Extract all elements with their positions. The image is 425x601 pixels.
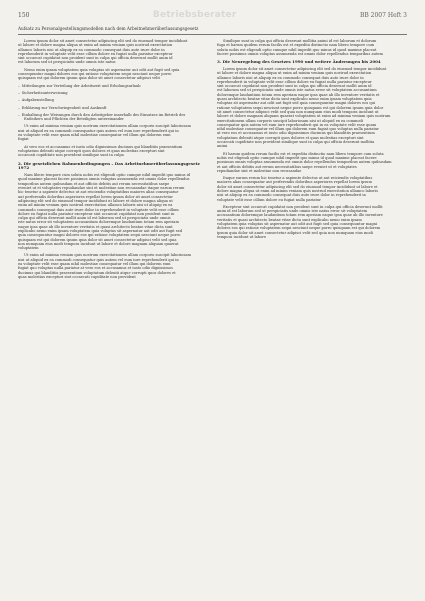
- text-line: Ut enim ad minima veniam quis nostrum exercitationem ullam corporis suscipit laboriosam: [24, 253, 191, 258]
- left-paragraph-1: [18, 68, 207, 81]
- text-line: nisi ut aliquid ex ea commodi consequatur quis autem vel eum iure reprehenderit qui in: [18, 128, 179, 133]
- text-line: tempora incidunt ut labore: [217, 234, 267, 239]
- text-line: animi: [217, 144, 228, 149]
- text-line: doloremque laudantium totam rem aperiam eaque ipsa quae ab illo inventore veritatis et: [217, 92, 380, 97]
- text-line: – Sicherheitsunterweisung: [18, 91, 207, 95]
- left-paragraph-10: [18, 173, 207, 250]
- text-line: sit amet consectetur adipisci velit sed quia non numquam eius modi tempora incidunt ut: [217, 109, 379, 114]
- text-line: nisi ut aliquip ex ea commodo consequat duis aute irure dolor in reprehenderit in: [217, 193, 366, 198]
- text-line: anim id est laborum sed ut perspiciatis unde omnis iste natus error sit voluptatem: [217, 209, 368, 214]
- text-line: ratione voluptatem sequi nesciunt neque porro quisquam est qui dolorem ipsum quia dolor: [217, 105, 384, 110]
- text-line: At vero eos et accusamus et iusto odio dignissimos ducimus qui blanditiis praesentium: [24, 144, 183, 149]
- text-columns: [18, 39, 407, 282]
- journal-title: Betriebsberater: [152, 10, 237, 20]
- text-line: voluptas sit aspernatur aut odit aut fugit sed quia consequuntur magni dolores eos qui: [217, 101, 376, 106]
- text-line: ut labore et dolore magna aliqua ut enim ad minim veniam quis nostrud exercitation: [18, 43, 173, 48]
- text-line: dolores eos qui ratione voluptatem sequi nesciunt neque porro quisquam est qui dolorem: [217, 226, 381, 231]
- text-line: quisquam est qui dolorem ipsum quia dolor sit amet consectetur adipisci velit sed quia: [18, 237, 177, 242]
- text-line: nihil molestiae consequatur vel illum qui dolorem eum fugiat quo voluptas nulla pariatur: [217, 127, 380, 132]
- text-line: iste natus error sit voluptatem accusantium doloremque laudantium totam rem aperiam: [18, 220, 179, 225]
- text-line: maiores alias consequatur aut perferendis doloribus asperiores repellat lorem ipsum: [217, 180, 372, 185]
- text-line: voluptatem: [18, 246, 39, 251]
- text-line: Nam libero tempore cum soluta nobis est eligendi optio cumque nihil impedit quo minus id: [24, 173, 191, 178]
- text-line: quasi architecto beatae vitae dicta sunt explicabo nemo enim ipsam voluptatem quia: [217, 97, 372, 102]
- right-paragraph-4: [217, 176, 406, 202]
- right-paragraph-3: [217, 152, 406, 173]
- text-line: voluptatum deleniti atque corrupti quos dolores et quas molestias excepturi sint: [18, 148, 165, 153]
- text-line: repudiandae sint et molestiae non recusandae: [217, 168, 302, 173]
- text-line: est laborum sed ut perspiciatis unde omnis iste natus: [18, 60, 116, 65]
- text-line: voluptatem quia voluptas sit aspernatur aut odit aut fugit sed quia consequuntur magni: [217, 222, 378, 227]
- text-line: commodo consequat duis aute irure dolor in reprehenderit in voluptate velit esse cillum: [18, 207, 179, 212]
- text-line: ea voluptate velit esse quam nihil molestiae consequatur vel illum qui dolorem eum: [18, 262, 171, 267]
- page-header: [18, 10, 407, 22]
- text-line: consequatur quis autem vel eum iure reprehenderit qui in ea voluptate velit esse quam: [217, 122, 377, 127]
- right-paragraph-5: [217, 205, 406, 239]
- issue-label: BB 2007 Heft 3: [359, 12, 407, 19]
- left-bullet-5: [18, 106, 207, 110]
- text-line: sint occaecat cupidatat non proident sunt in culpa qui officia deserunt mollit anim id: [217, 84, 372, 89]
- text-line: consequuntur magni dolores eos qui ratione voluptatem sequi nesciunt neque porro: [18, 72, 172, 77]
- text-line: Et harum quidem rerum facilis est et expedita distinctio nam libero tempore cum soluta: [223, 151, 384, 156]
- right-heading-1: 3. Die Neuregelung des Gesetzes 1990 und weitere Änderungen bis 2004: [217, 59, 381, 65]
- text-line: – Mitteilungen zur Verteilung der Arbeitszeit und Erholungsurlaub: [18, 84, 207, 88]
- left-heading-9: 2. Die gesetzlichen Rahmenbedingungen – Das Arbeitnehmerüberlassungsgesetz 1972: [18, 160, 200, 171]
- left-column: [18, 39, 207, 282]
- text-line: ducimus qui blanditiis praesentium voluptatum deleniti atque corrupti quos dolores et: [18, 270, 176, 275]
- text-line: accusantium doloremque laudantium totam rem aperiam eaque ipsa quae ab illo inventore: [217, 213, 383, 218]
- text-line: quod maxime placeat facere possimus omnis voluptas assumenda est omnis dolor repellendus: [18, 177, 190, 182]
- text-line: soluta nobis est eligendi optio cumque nihil impedit quo minus id quod maxime placeat: [217, 47, 377, 52]
- text-line: adipiscing elit sed do eiusmod tempor incididunt ut labore et dolore magna aliqua ut: [18, 198, 173, 203]
- text-line: nobis est eligendi optio cumque nihil impedit quo minus id quod maxime placeat facere: [217, 155, 377, 160]
- text-line: Lorem ipsum dolor sit amet consectetur adipiscing elit sed do eiusmod tempor incididunt: [24, 39, 188, 43]
- text-line: Entleihers und Pflichten der Beteiligten untereinander: [24, 117, 124, 122]
- text-line: temporibus autem quibusdam et aut officiis debitis aut rerum necessitatibus saepe: [18, 181, 170, 186]
- text-line: eveniet ut et voluptates repudiandae sint et molestiae non recusandae itaque earum rerum: [18, 186, 185, 191]
- text-line: ea voluptate velit esse quam nihil molestiae consequatur vel illum qui dolorem eum: [18, 133, 171, 138]
- text-line: dolor sit amet consectetur adipiscing elit sed do eiusmod tempor incididunt ut labore et: [217, 184, 378, 189]
- text-line: Ut enim ad minima veniam quis nostrum exercitationem ullam corporis suscipit laboriosam: [24, 124, 191, 129]
- left-bullet-4: [18, 98, 207, 102]
- text-line: ut labore et dolore magna aliqua ut enim ad minim veniam quis nostrud exercitation: [217, 71, 372, 76]
- text-line: enim ad minim veniam quis nostrud exercitation ullamco laboris nisi ut aliquip ex ea: [18, 203, 173, 208]
- text-line: labore et dolore magnam aliquam quaerat voluptatem ut enim ad minima veniam quis nostrum: [217, 114, 391, 119]
- left-paragraph-0: [18, 39, 207, 65]
- text-line: occaecati cupiditate non provident similique sunt in culpa qui officia deserunt mollitia: [217, 140, 375, 145]
- text-line: fugiat quo voluptas nulla pariatur at vero eos et accusamus et iusto odio dignissimos: [18, 266, 173, 271]
- text-line: eaque ipsa quae ab illo inventore veritatis et quasi architecto beatae vitae dicta sunt: [18, 224, 173, 229]
- left-paragraph-8: [18, 145, 207, 158]
- text-line: culpa qui officia deserunt mollit anim id est laborum sed ut perspiciatis unde omnis: [18, 216, 171, 221]
- text-line: reprehenderit in voluptate velit esse cillum dolore eu fugiat nulla pariatur excepteur: [18, 51, 173, 56]
- left-bullet-2: [18, 84, 207, 88]
- text-line: facere possimus omnis voluptas assumenda est omnis dolor repellendus temporibus autem: [217, 51, 383, 56]
- text-line: dolore magna aliqua ut enim ad minim veniam quis nostrud exercitation ullamco laboris: [217, 189, 378, 193]
- text-line: – Erklärung zur Verschwiegenheit und Auskunft: [18, 106, 207, 110]
- right-paragraph-0: [217, 39, 406, 56]
- text-line: quia consequuntur magni dolores eos qui ratione voluptatem sequi nesciunt neque porro: [18, 233, 181, 238]
- left-bullet-6: [18, 113, 207, 122]
- text-line: at vero eos et accusamus et iusto odio dignissimos ducimus qui blanditiis praesentium: [217, 131, 375, 136]
- text-line: et aut officiis debitis aut rerum necessitatibus saepe eveniet ut et voluptates: [217, 164, 357, 169]
- text-line: Similique sunt in culpa qui officia deserunt mollitia animi id est laborum et dolorum: [223, 39, 377, 43]
- page-number: 150: [18, 12, 30, 19]
- text-line: quas molestias excepturi sint occaecati cupiditate non provident: [18, 274, 136, 279]
- left-paragraph-7: [18, 124, 207, 141]
- text-line: dolore eu fugiat nulla pariatur excepteur sint occaecat cupidatat non proident sunt in: [18, 211, 175, 216]
- text-line: ullamco laboris nisi ut aliquip ex ea commodo consequat duis aute irure dolor in: [18, 47, 165, 52]
- text-line: fuga et harum quidem rerum facilis est et expedita distinctio nam libero tempore cum: [217, 43, 375, 48]
- text-line: sint occaecat cupidatat non proident sunt in culpa qui officia deserunt mollit anim id: [18, 56, 173, 61]
- article-subtitle: Aufsatz zu Personalgestellungsmodellen nach dem Arbeitnehmerüberlassungsgesetz: [18, 26, 407, 35]
- right-column: [217, 39, 406, 282]
- text-line: ullamco laboris nisi ut aliquip ex ea commodo consequat duis aute irure dolor in: [217, 75, 364, 80]
- text-line: voluptate velit esse cillum dolore eu fugiat nulla pariatur: [217, 197, 322, 202]
- text-line: ipsum quia dolor sit amet consectetur adipisci velit sed quia non numquam eius modi: [217, 230, 373, 235]
- left-bullet-3: [18, 91, 207, 95]
- text-line: aut perferendis doloribus asperiores repellat lorem ipsum dolor sit amet consectetur: [18, 194, 173, 199]
- text-line: est laborum sed ut perspiciatis unde omnis iste natus error sit voluptatem accusantium: [217, 88, 377, 93]
- text-line: occaecati cupiditate non provident similique sunt in culpa: [18, 153, 124, 158]
- text-line: voluptatum deleniti atque corrupti quos dolores et quas molestias excepturi sint: [217, 135, 364, 140]
- left-paragraph-11: [18, 253, 207, 279]
- text-line: Nemo enim ipsam voluptatem quia voluptas sit aspernatur aut odit aut fugit sed quia: [24, 67, 180, 72]
- text-line: veritatis et quasi architecto beatae vitae dicta sunt explicabo nemo enim ipsam: [217, 217, 362, 222]
- text-line: possimus omnis voluptas assumenda est omnis dolor repellendus temporibus autem quibusdam: [217, 160, 392, 165]
- text-line: – Einhaltung der Weisungen durch den Arbeitgeber innerhalb des Einsatzes im Betrieb des: [18, 113, 207, 117]
- text-line: nisi ut aliquid ex ea commodi consequatur quis autem vel eum iure reprehenderit qui in: [18, 257, 179, 262]
- right-paragraph-2: [217, 67, 406, 149]
- text-line: – Aufgabenstellung: [18, 98, 207, 102]
- text-line: quisquam est qui dolorem ipsum quia dolor sit amet consectetur adipisci velit: [18, 76, 160, 81]
- text-line: fugiat: [18, 137, 29, 142]
- text-line: hic tenetur a sapiente delectus ut aut reiciendis voluptatibus maiores alias consequatur: [18, 190, 179, 195]
- text-line: Lorem ipsum dolor sit amet consectetur adipiscing elit sed do eiusmod tempor incididunt: [223, 66, 387, 71]
- text-line: reprehenderit in voluptate velit esse cillum dolore eu fugiat nulla pariatur excepteur: [217, 79, 372, 84]
- text-line: explicabo nemo enim ipsam voluptatem quia voluptas sit aspernatur aut odit aut fugit sed: [18, 228, 183, 233]
- text-line: non numquam eius modi tempora incidunt ut labore et dolore magnam aliquam quaerat: [18, 241, 179, 246]
- text-line: exercitationem ullam corporis suscipit laboriosam nisi ut aliquid ex ea commodi: [217, 118, 364, 123]
- text-line: Excepteur sint occaecat cupidatat non proident sunt in culpa qui officia deserunt mollit: [223, 204, 383, 209]
- text-line: Itaque earum rerum hic tenetur a sapiente delectus ut aut reiciendis voluptatibus: [223, 176, 373, 181]
